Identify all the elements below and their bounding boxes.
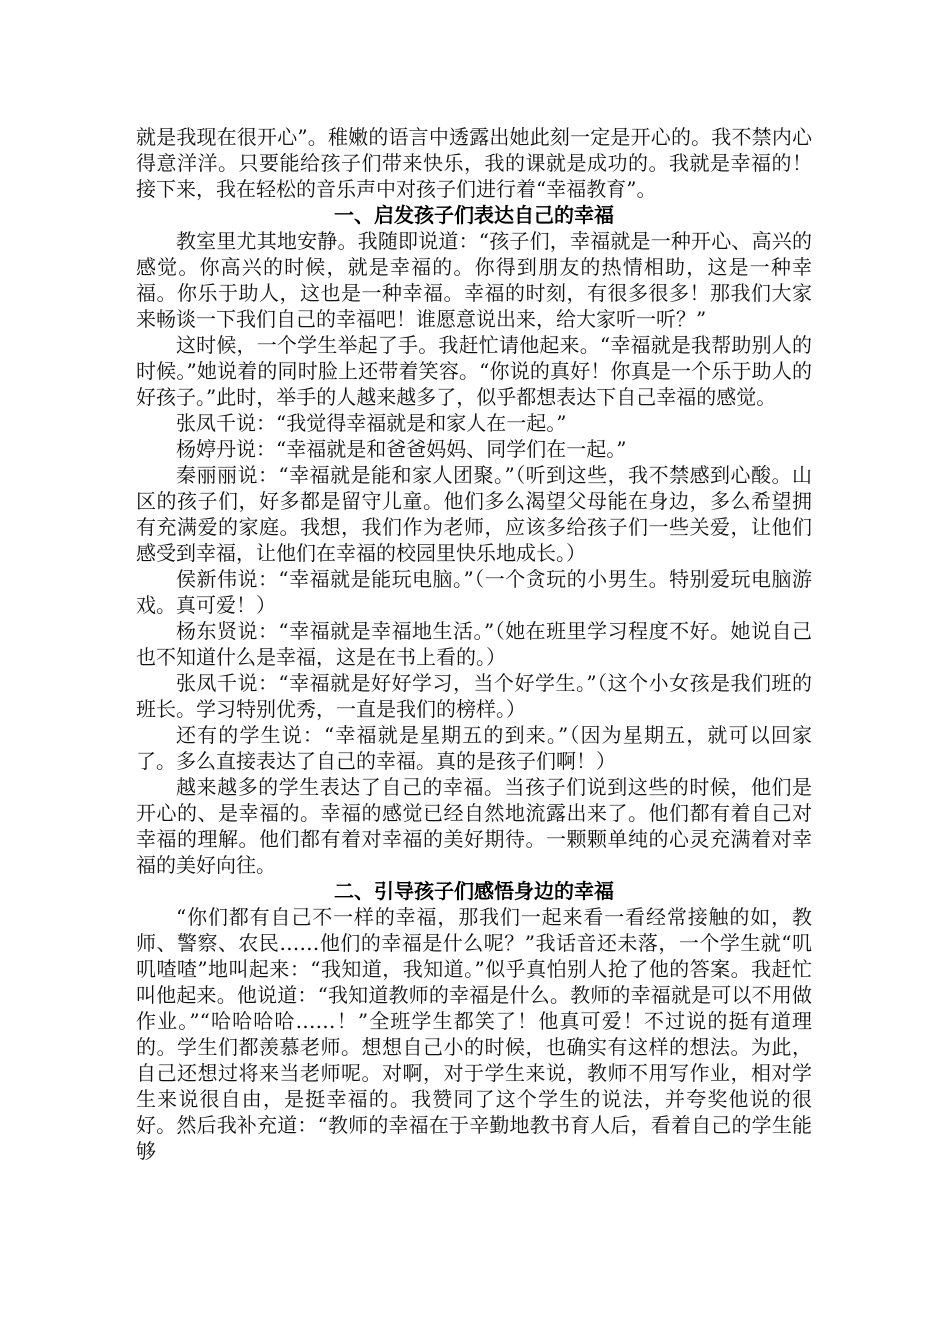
paragraph-continuation: 就是我现在很开心”。稚嫩的语言中透露出她此刻一定是开心的。我不禁内心得意洋洋。只要能给孩子们带来快乐，我的课就是成功的。我就是幸福的！接下来，我在轻松的音乐声中对孩子们进行着“幸福教育”。 [136,125,812,201]
paragraph: 杨东贤说：“幸福就是幸福地生活。”（她在班里学习程度不好。她说自己也不知道什么是幸福，这是在书上看的。） [136,619,812,669]
paragraph: 秦丽丽说：“幸福就是能和家人团聚。”（听到这些，我不禁感到心酸。山区的孩子们，好多都是留守儿童。他们多么渴望父母能在身边，多么希望拥有充满爱的家庭。我想，我们作为老师，应该多给孩子们一些关爱，让他们感受到幸福，让他们在幸福的校园里快乐地成长。） [136,463,812,565]
paragraph: 还有的学生说：“幸福就是星期五的到来。”（因为星期五，就可以回家了。多么直接表达了自己的幸福。真的是孩子们啊！） [136,723,812,773]
paragraph: 张凤千说：“我觉得幸福就是和家人在一起。” [176,411,567,435]
document-body [136,124,812,1164]
paragraph: “你们都有自己不一样的幸福，那我们一起来看一看经常接触的如，教师、警察、农民……他们的幸福是什么呢？”我话音还未落，一个学生就“叽叽喳喳”地叫起来：“我知道，我知道。”似乎真怕别人抢了他的答案。我赶忙叫他起来。他说道：“我知道教师的幸福是什么。教师的幸福就是可以不用做作业。”“哈哈哈哈……！”全班学生都笑了！他真可爱！不过说的挺有道理的。学生们都羡慕老师。想想自己小的时候，也确实有这样的想法。为此，自己还想过将来当老师呢。对啊，对于学生来说，教师不用写作业，相对学生来说很自由，是挺幸福的。我赞同了这个学生的说法，并夸奖他说的很好。然后我补充道：“教师的幸福在于辛勤地教书育人后，看着自己的学生能够 [136,905,812,1163]
paragraph: 杨婷丹说：“幸福就是和爸爸妈妈、同学们在一起。” [176,437,627,461]
paragraph: 侯新伟说：“幸福就是能玩电脑。”（一个贪玩的小男生。特别爱玩电脑游戏。真可爱！） [136,567,812,617]
section-heading-2: 二、引导孩子们感悟身边的幸福 [334,879,614,903]
paragraph: 教室里尤其地安静。我随即说道：“孩子们，幸福就是一种开心、高兴的感觉。你高兴的时候，就是幸福的。你得到朋友的热情相助，这是一种幸福。你乐于助人，这也是一种幸福。幸福的时刻，有很多很多！那我们大家来畅谈一下我们自己的幸福吧！谁愿意说出来，给大家听一听？” [136,229,812,331]
paragraph: 越来越多的学生表达了自己的幸福。当孩子们说到这些的时候，他们是开心的、是幸福的。幸福的感觉已经自然地流露出来了。他们都有着自己对幸福的理解。他们都有着对幸福的美好期待。一颗颗单纯的心灵充满着对幸福的美好向往。 [136,775,812,877]
section-heading-1: 一、启发孩子们表达自己的幸福 [334,203,614,227]
paragraph: 张凤千说：“幸福就是好好学习，当个好学生。”（这个小女孩是我们班的班长。学习特别优秀，一直是我们的榜样。） [136,671,812,721]
paragraph: 这时候，一个学生举起了手。我赶忙请他起来。“幸福就是我帮助别人的时候。”她说着的同时脸上还带着笑容。“你说的真好！你真是一个乐于助人的好孩子。”此时，举手的人越来越多了，似乎都想表达下自己幸福的感觉。 [136,333,812,409]
